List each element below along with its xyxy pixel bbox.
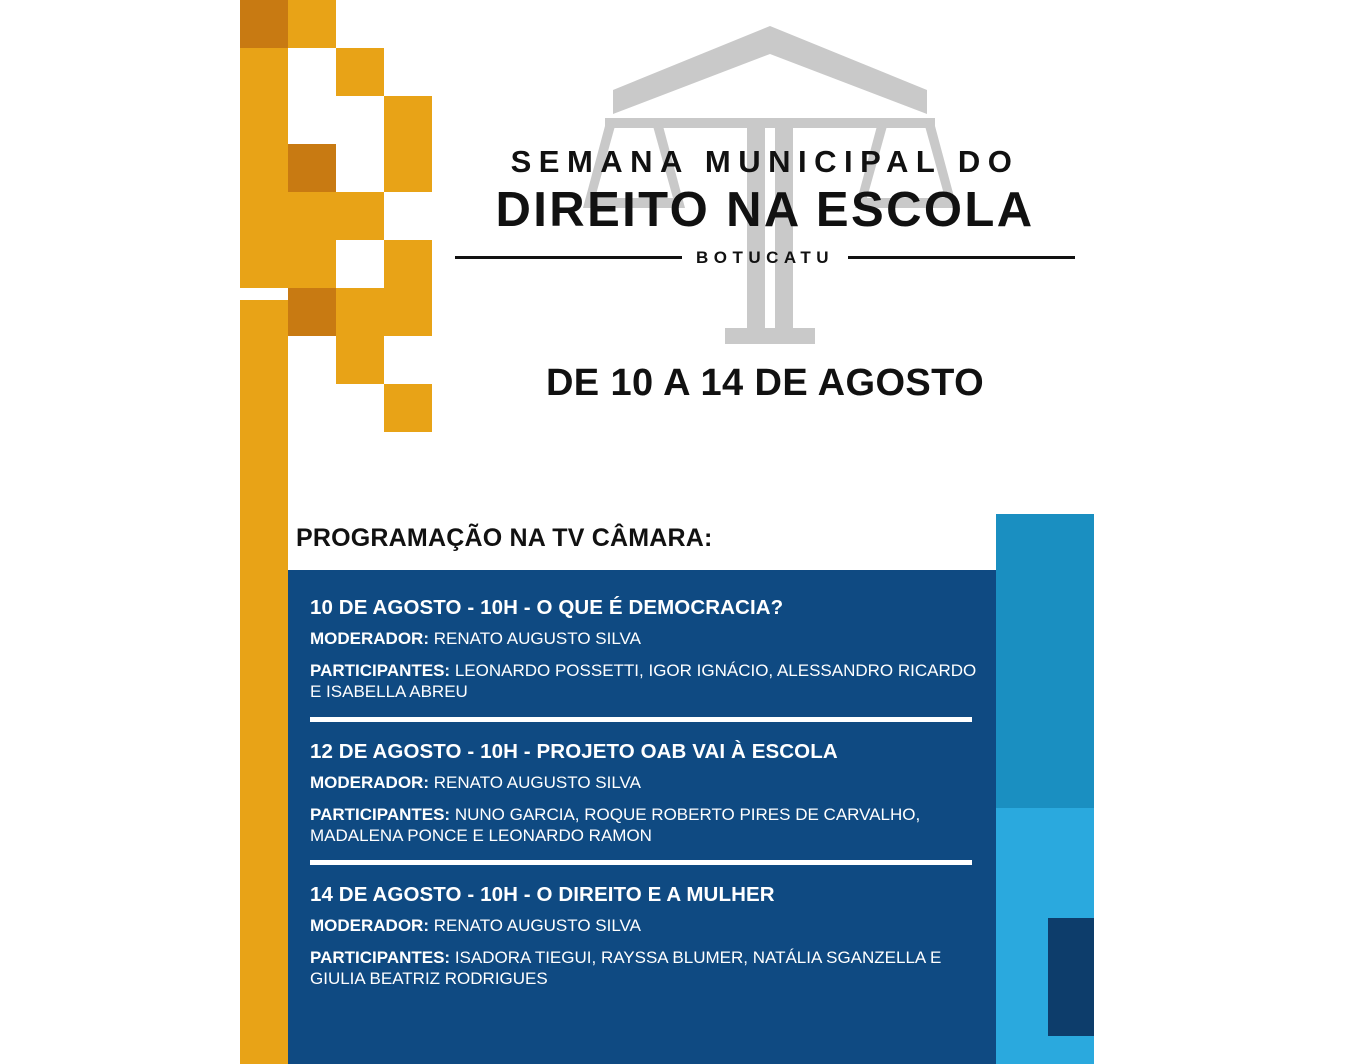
moderator-value: RENATO AUGUSTO SILVA [433, 772, 641, 792]
programming-heading: PROGRAMAÇÃO NA TV CÂMARA: [296, 524, 713, 552]
event-participants [310, 805, 982, 847]
city-label: BOTUCATU [695, 247, 835, 267]
moderator-label: MODERADOR: [310, 916, 429, 936]
checker-square [288, 240, 336, 288]
checker-square [288, 192, 336, 240]
title-line-1: SEMANA MUNICIPAL DO [510, 144, 1020, 179]
moderator-label: MODERADOR: [310, 772, 429, 792]
schedule-item [300, 740, 982, 847]
title-rule [455, 248, 1075, 268]
participants-value: LEONARDO POSSETTI, IGOR IGNÁCIO, ALESSANDRO RICARDO E ISABELLA ABREU [310, 660, 977, 701]
date-range: DE 10 A 14 DE AGOSTO [545, 362, 985, 404]
participants-value: ISADORA TIEGUI, RAYSSA BLUMER, NATÁLIA SGANZELLA E GIULIA BEATRIZ RODRIGUES [310, 948, 942, 989]
event-moderator [310, 629, 982, 650]
event-divider [310, 860, 972, 865]
checker-square [288, 288, 336, 336]
event-title: 10 DE AGOSTO - 10H - O QUE É DEMOCRACIA? [310, 596, 784, 619]
checker-square [336, 192, 384, 240]
checker-square [240, 192, 288, 240]
moderator-label: MODERADOR: [310, 629, 429, 648]
gold-vertical-bar [240, 300, 288, 1064]
blue-accent-block-2 [996, 808, 1094, 918]
moderator-value: RENATO AUGUSTO SILVA [433, 916, 641, 936]
checker-square [336, 48, 384, 96]
event-divider [310, 717, 972, 722]
checker-square [240, 96, 288, 144]
checker-square [384, 144, 432, 192]
title-line-2: DIREITO NA ESCOLA [495, 183, 1035, 238]
event-moderator [310, 773, 982, 794]
participants-label: PARTICIPANTES: [310, 660, 451, 680]
poster-title-block [455, 145, 1075, 268]
checker-square [288, 144, 336, 192]
rule-right [848, 256, 1075, 259]
checker-square [384, 96, 432, 144]
checker-square [384, 288, 432, 336]
event-participants [310, 948, 982, 990]
blue-accent-block-3 [996, 918, 1048, 1064]
checker-square [288, 0, 336, 48]
event-participants [310, 661, 982, 703]
schedule-panel [288, 570, 996, 1064]
checker-square [384, 240, 432, 288]
checker-square [384, 384, 432, 432]
event-title: 14 DE AGOSTO - 10H - O DIREITO E A MULHER [310, 883, 775, 907]
schedule-item [300, 596, 982, 703]
participants-label: PARTICIPANTES: [310, 804, 451, 824]
participants-value: NUNO GARCIA, ROQUE ROBERTO PIRES DE CARVALHO, MADALENA PONCE E LEONARDO RAMON [310, 804, 921, 845]
blue-accent-block-4 [1048, 918, 1094, 1036]
checker-square [336, 288, 384, 336]
blue-accent-block-1 [996, 514, 1094, 808]
checker-square [240, 240, 288, 288]
checker-square [240, 144, 288, 192]
checker-square [336, 336, 384, 384]
moderator-value: RENATO AUGUSTO SILVA [433, 629, 641, 648]
checker-square [240, 0, 288, 48]
participants-label: PARTICIPANTES: [310, 948, 451, 968]
checker-square [240, 48, 288, 96]
blue-accent-block-5 [1048, 1036, 1094, 1064]
rule-left [455, 256, 682, 259]
schedule-item [300, 883, 982, 990]
event-moderator [310, 916, 982, 937]
event-title: 12 DE AGOSTO - 10H - PROJETO OAB VAI À ESCOLA [310, 739, 838, 763]
